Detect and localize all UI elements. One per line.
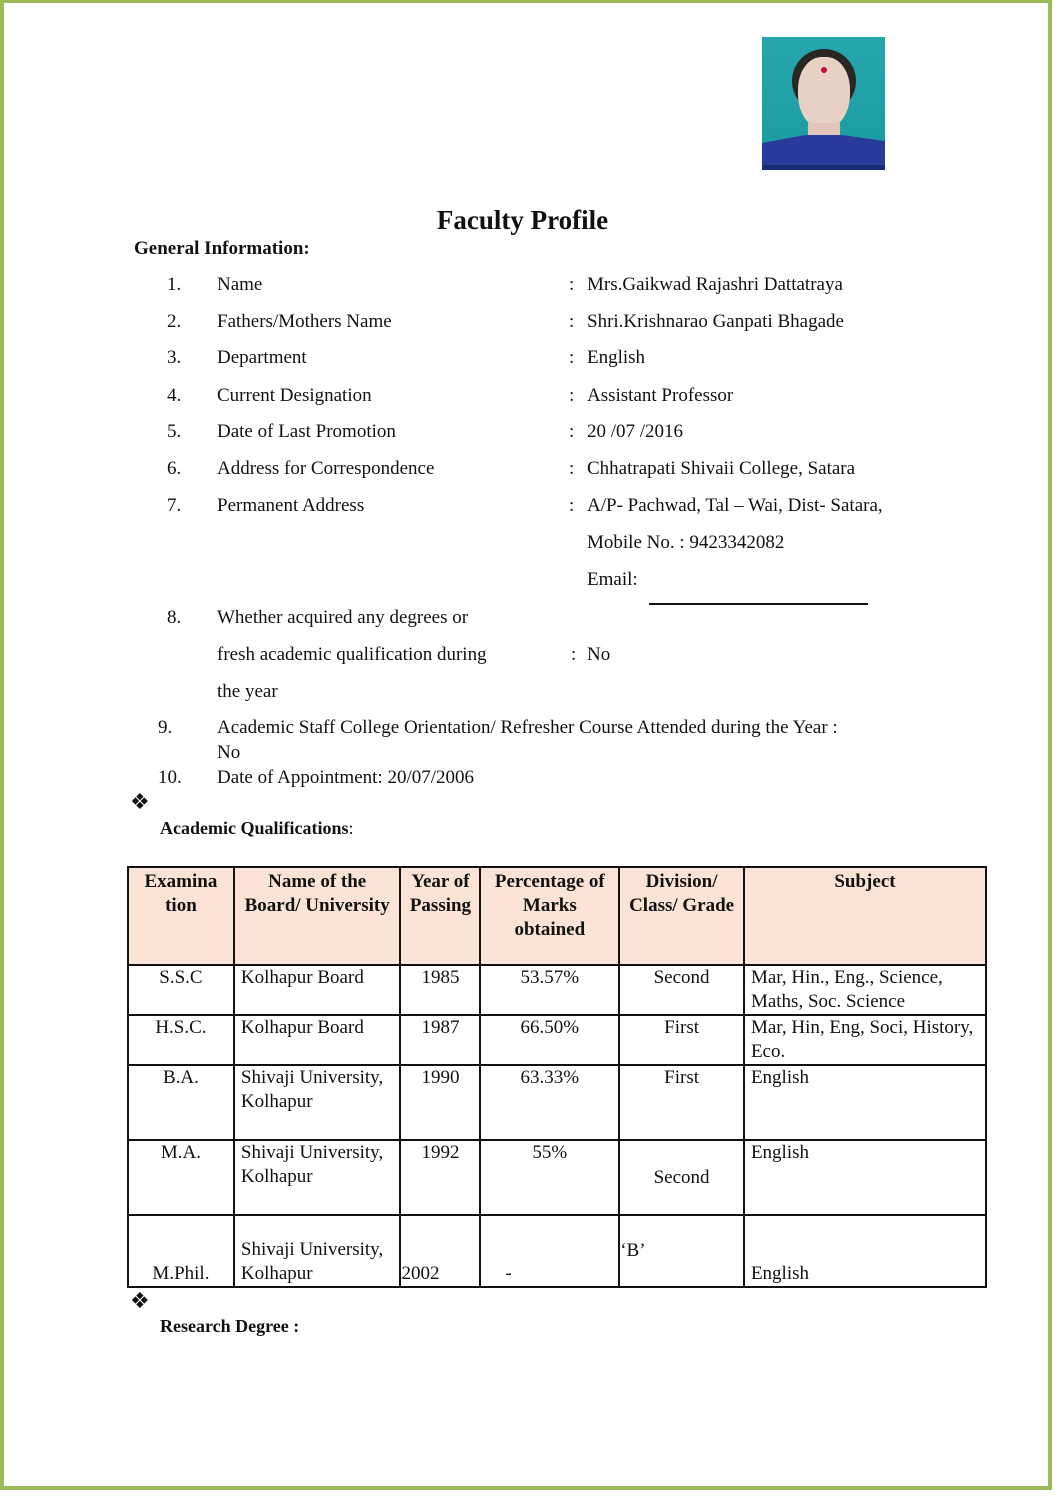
cell-division: Second bbox=[619, 965, 744, 1015]
item-number: 6. bbox=[167, 458, 182, 479]
item-value: Assistant Professor bbox=[587, 385, 734, 406]
research-degree-heading: Research Degree : bbox=[160, 1316, 300, 1336]
cell-year: 1987 bbox=[400, 1015, 480, 1065]
column-header-board-university: Name of the Board/ University bbox=[234, 867, 401, 965]
column-header-year-of-passing: Year of Passing bbox=[400, 867, 480, 965]
item-colon: : bbox=[569, 495, 575, 516]
mobile-number: Mobile No. : 9423342082 bbox=[587, 532, 785, 553]
column-header-examination: Examina tion bbox=[128, 867, 234, 965]
item-label: Current Designation bbox=[217, 385, 372, 406]
cell-board: Shivaji University, Kolhapur bbox=[234, 1215, 401, 1287]
item-value: 20 /07 /2016 bbox=[587, 421, 684, 442]
item-number: 1. bbox=[167, 274, 182, 295]
item-label: Academic Staff College Orientation/ Refresher Course Attended during the Year : bbox=[217, 717, 838, 738]
email-label: Email: bbox=[587, 569, 638, 590]
cell-exam: H.S.C. bbox=[128, 1015, 234, 1065]
cell-percentage: 66.50% bbox=[480, 1015, 619, 1065]
item-number: 7. bbox=[167, 495, 182, 516]
table-row bbox=[128, 1065, 986, 1140]
cell-division: ‘B’ bbox=[619, 1215, 744, 1287]
diamond-bullet-icon: ❖ bbox=[130, 1289, 150, 1314]
item-number: 9. bbox=[158, 717, 173, 738]
item-label: Fathers/Mothers Name bbox=[217, 311, 392, 332]
cell-year: 1990 bbox=[400, 1065, 480, 1140]
academic-qualifications-table bbox=[127, 866, 987, 1288]
item-colon: : bbox=[569, 347, 575, 368]
item-number: 3. bbox=[167, 347, 182, 368]
cell-division: First bbox=[619, 1065, 744, 1140]
cell-exam: M.A. bbox=[128, 1140, 234, 1215]
cell-subject: English bbox=[744, 1215, 986, 1287]
cell-subject: English bbox=[744, 1065, 986, 1140]
cell-subject: English bbox=[744, 1140, 986, 1215]
item-colon: : bbox=[569, 421, 575, 442]
item-label-line-1: Whether acquired any degrees or bbox=[217, 607, 469, 628]
academic-qualifications-heading bbox=[160, 818, 354, 839]
column-header-percentage: Percentage of Marks obtained bbox=[480, 867, 619, 965]
cell-year: 1985 bbox=[400, 965, 480, 1015]
diamond-bullet-icon: ❖ bbox=[130, 790, 150, 815]
item-number: 2. bbox=[167, 311, 182, 332]
cell-percentage: 55% bbox=[480, 1140, 619, 1215]
column-header-division: Division/ Class/ Grade bbox=[619, 867, 744, 965]
item-value: A/P- Pachwad, Tal – Wai, Dist- Satara, bbox=[587, 495, 883, 516]
item-colon: : bbox=[569, 458, 575, 479]
item-label-line-2: fresh academic qualification during bbox=[217, 644, 487, 665]
page-title: Faculty Profile bbox=[436, 205, 609, 235]
item-number: 4. bbox=[167, 385, 182, 406]
item-colon: : bbox=[571, 644, 577, 665]
general-information-heading: General Information: bbox=[134, 238, 310, 259]
cell-exam: B.A. bbox=[128, 1065, 234, 1140]
item-colon: : bbox=[569, 385, 575, 406]
table-row bbox=[128, 965, 986, 1015]
table-row bbox=[128, 1140, 986, 1215]
item-number: 8. bbox=[167, 607, 182, 628]
item-colon: : bbox=[569, 274, 575, 295]
item-value: No bbox=[217, 742, 241, 763]
cell-division: Second bbox=[619, 1140, 744, 1215]
item-label: Permanent Address bbox=[217, 495, 365, 516]
cell-percentage: 63.33% bbox=[480, 1065, 619, 1140]
item-label: Name bbox=[217, 274, 263, 295]
item-label: Date of Last Promotion bbox=[217, 421, 396, 442]
cell-division: First bbox=[619, 1015, 744, 1065]
cell-exam: M.Phil. bbox=[128, 1215, 234, 1287]
cell-subject: Mar, Hin, Eng, Soci, History, Eco. bbox=[744, 1015, 986, 1065]
column-header-subject: Subject bbox=[744, 867, 986, 965]
cell-percentage: - bbox=[480, 1215, 619, 1287]
faculty-photo bbox=[762, 37, 885, 170]
heading-text: Academic Qualifications bbox=[160, 818, 349, 838]
cell-subject: Mar, Hin., Eng., Science, Maths, Soc. Science bbox=[744, 965, 986, 1015]
table-row bbox=[128, 1015, 986, 1065]
cell-board: Shivaji University, Kolhapur bbox=[234, 1065, 401, 1140]
item-colon: : bbox=[569, 311, 575, 332]
item-value: Shri.Krishnarao Ganpati Bhagade bbox=[587, 311, 844, 332]
table-header-row bbox=[128, 867, 986, 965]
item-value: Mrs.Gaikwad Rajashri Dattatraya bbox=[587, 274, 843, 295]
item-label: Address for Correspondence bbox=[217, 458, 435, 479]
cell-board: Shivaji University, Kolhapur bbox=[234, 1140, 401, 1215]
item-label: Date of Appointment: 20/07/2006 bbox=[217, 767, 475, 788]
item-value: No bbox=[587, 644, 611, 665]
cell-board: Kolhapur Board bbox=[234, 965, 401, 1015]
cell-exam: S.S.C bbox=[128, 965, 234, 1015]
table-row bbox=[128, 1215, 986, 1287]
item-label: Department bbox=[217, 347, 307, 368]
cell-year: 2002 bbox=[400, 1215, 480, 1287]
cell-year: 1992 bbox=[400, 1140, 480, 1215]
heading-colon: : bbox=[348, 818, 354, 838]
item-label-line-3: the year bbox=[217, 681, 278, 702]
cell-board: Kolhapur Board bbox=[234, 1015, 401, 1065]
item-number: 5. bbox=[167, 421, 182, 442]
item-number: 10. bbox=[158, 767, 182, 788]
email-blank-line bbox=[649, 603, 868, 605]
item-value: Chhatrapati Shivaii College, Satara bbox=[587, 458, 856, 479]
item-value: English bbox=[587, 347, 646, 368]
cell-percentage: 53.57% bbox=[480, 965, 619, 1015]
